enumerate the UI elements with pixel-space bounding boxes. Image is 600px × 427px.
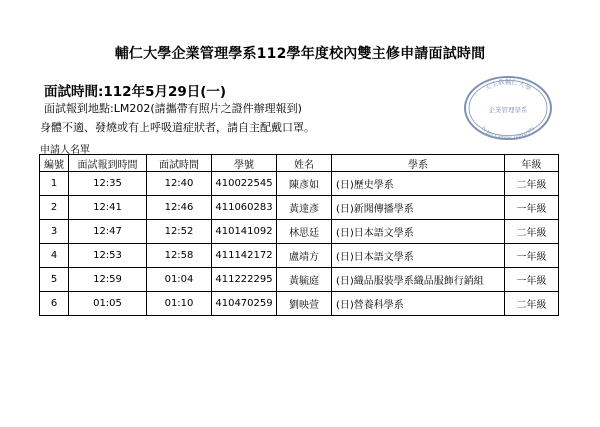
cell-name: 盧靖方 xyxy=(277,244,332,268)
cell-number: 1 xyxy=(40,172,69,196)
document-title: 輔仁大學企業管理學系112學年度校內雙主修申請面試時間 xyxy=(114,46,486,62)
table-row xyxy=(40,172,559,196)
cell-student-id: 410141092 xyxy=(212,220,277,244)
cell-number: 5 xyxy=(40,268,69,292)
cell-grade: 一年級 xyxy=(505,244,559,268)
cell-name: 劉映萱 xyxy=(277,292,332,316)
health-notice: 身體不適、發燒或有上呼吸道症狀者，請自主配戴口罩。 xyxy=(40,121,315,134)
cell-student-id: 411060283 xyxy=(212,196,277,220)
header-student-id: 學號 xyxy=(212,155,277,172)
cell-department: (日)日本語文學系 xyxy=(332,244,505,268)
cell-interview-time: 01:04 xyxy=(147,268,212,292)
stamp-english-name: Fu Jen Catholic University xyxy=(480,125,536,142)
cell-checkin-time: 12:35 xyxy=(69,172,147,196)
cell-department: (日)歷史學系 xyxy=(332,172,505,196)
cell-student-id: 411142172 xyxy=(212,244,277,268)
table-row xyxy=(40,220,559,244)
cell-number: 3 xyxy=(40,220,69,244)
cell-name: 陳彥如 xyxy=(277,172,332,196)
table-row xyxy=(40,196,559,220)
cell-interview-time: 12:46 xyxy=(147,196,212,220)
cell-checkin-time: 01:05 xyxy=(69,292,147,316)
cell-interview-time: 12:40 xyxy=(147,172,212,196)
cell-student-id: 411222295 xyxy=(212,268,277,292)
cell-department: (日)營養科學系 xyxy=(332,292,505,316)
interview-date: 面試時間:112年5月29日(一) xyxy=(44,84,227,100)
cell-interview-time: 12:58 xyxy=(147,244,212,268)
cell-department: (日)日本語文學系 xyxy=(332,220,505,244)
cell-interview-time: 12:52 xyxy=(147,220,212,244)
cell-student-id: 410022545 xyxy=(212,172,277,196)
header-name: 姓名 xyxy=(277,155,332,172)
cell-student-id: 410470259 xyxy=(212,292,277,316)
header-department: 學系 xyxy=(332,155,505,172)
cell-checkin-time: 12:53 xyxy=(69,244,147,268)
header-grade: 年級 xyxy=(505,155,559,172)
cell-interview-time: 01:10 xyxy=(147,292,212,316)
applicant-list-caption: 申請人名單 xyxy=(40,145,90,156)
check-in-location: 面試報到地點:LM202(請攜帶有照片之證件辦理報到) xyxy=(44,102,302,115)
cell-name: 林思廷 xyxy=(277,220,332,244)
table-row xyxy=(40,292,559,316)
cell-grade: 二年級 xyxy=(505,220,559,244)
header-interview-time: 面試時間 xyxy=(147,155,212,172)
stamp-university-name: 天主教輔仁大學 xyxy=(483,78,533,93)
cell-grade: 一年級 xyxy=(505,268,559,292)
header-checkin-time: 面試報到時間 xyxy=(69,155,147,172)
cell-number: 6 xyxy=(40,292,69,316)
cell-grade: 一年級 xyxy=(505,196,559,220)
cell-checkin-time: 12:47 xyxy=(69,220,147,244)
cell-grade: 二年級 xyxy=(505,292,559,316)
cell-department: (日)新聞傳播學系 xyxy=(332,196,505,220)
applicant-table xyxy=(39,154,559,316)
cell-checkin-time: 12:41 xyxy=(69,196,147,220)
cell-name: 黃毓庭 xyxy=(277,268,332,292)
department-seal-stamp xyxy=(462,74,554,142)
cell-grade: 二年級 xyxy=(505,172,559,196)
stamp-department-name: 企業管理學系 xyxy=(488,106,528,114)
header-number: 編號 xyxy=(40,155,69,172)
cell-checkin-time: 12:59 xyxy=(69,268,147,292)
cell-name: 黃達彥 xyxy=(277,196,332,220)
cell-department: (日)織品服裝學系織品服飾行銷組 xyxy=(332,268,505,292)
cell-number: 4 xyxy=(40,244,69,268)
cell-number: 2 xyxy=(40,196,69,220)
table-row xyxy=(40,244,559,268)
table-header-row xyxy=(40,155,559,172)
table-row xyxy=(40,268,559,292)
